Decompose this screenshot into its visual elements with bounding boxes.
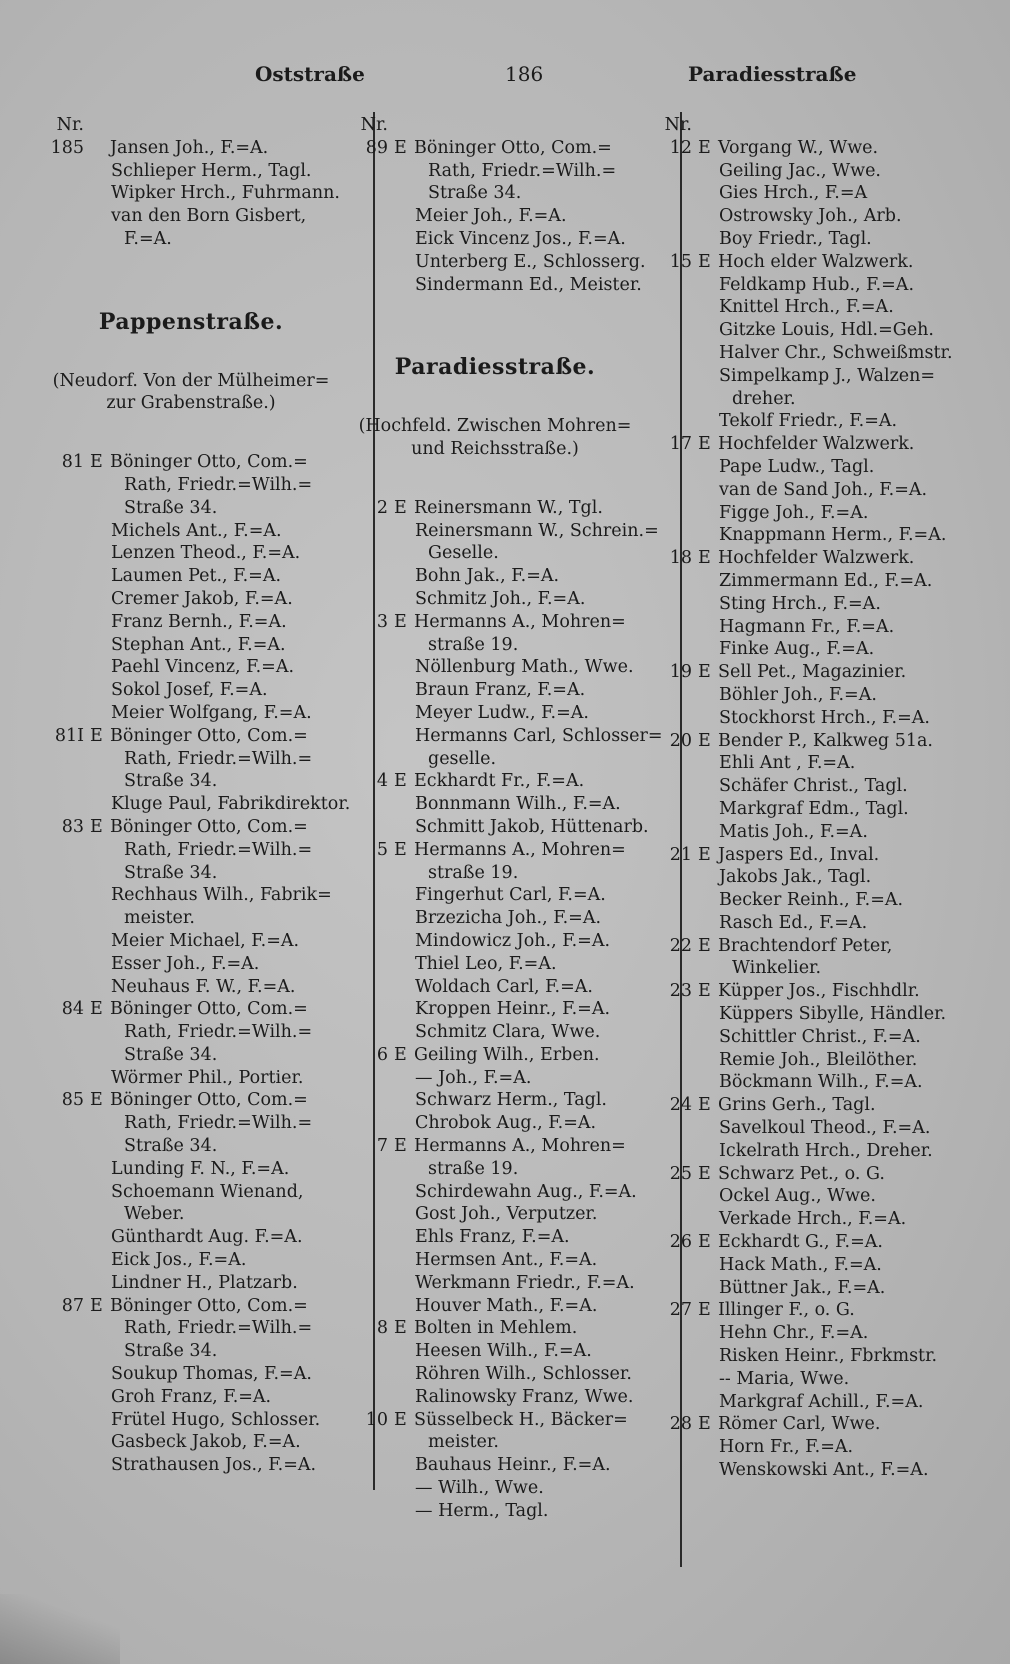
resident-entry: Ickelrath Hrch., Dreher. bbox=[719, 1140, 933, 1161]
resident-name: Hermanns A., Mohren= bbox=[414, 611, 626, 632]
nr-header: Nr. bbox=[664, 115, 692, 135]
resident-entry: Chrobok Aug., F.=A. bbox=[415, 1113, 597, 1134]
resident-entry: Schittler Christ., F.=A. bbox=[719, 1026, 921, 1047]
house-number: 84 bbox=[61, 999, 84, 1020]
entry-continuation: Rath, Friedr.=Wilh.= bbox=[124, 1113, 313, 1134]
nr-header: Nr. bbox=[56, 115, 84, 135]
resident-name: Böninger Otto, Com.= bbox=[110, 725, 308, 746]
resident-name: Böninger Otto, Com.= bbox=[110, 1090, 308, 1111]
resident-entry: Schoemann Wienand, bbox=[111, 1181, 304, 1202]
house-entry bbox=[654, 844, 944, 867]
house-number: 12 bbox=[669, 137, 692, 158]
owner-marker: E bbox=[698, 251, 711, 272]
resident-entry: Markgraf Achill., F.=A. bbox=[719, 1391, 924, 1412]
house-number: 8 bbox=[376, 1318, 388, 1339]
entry-continuation: meister. bbox=[428, 1432, 499, 1453]
owner-marker: E bbox=[394, 771, 407, 792]
resident-entry: Kroppen Heinr., F.=A. bbox=[415, 999, 611, 1020]
resident-entry: Schirdewahn Aug., F.=A. bbox=[415, 1181, 637, 1202]
resident-entry: Rechhaus Wilh., Fabrik= bbox=[111, 885, 332, 906]
resident-entry: Röhren Wilh., Schlosser. bbox=[415, 1364, 632, 1385]
resident-entry: Laumen Pet., F.=A. bbox=[111, 566, 282, 587]
resident-name: Süsselbeck H., Bäcker= bbox=[414, 1409, 628, 1430]
house-entry bbox=[654, 137, 944, 160]
house-number: 185 bbox=[50, 137, 84, 158]
owner-marker: E bbox=[698, 1232, 711, 1253]
resident-name: Hochfelder Walzwerk. bbox=[718, 548, 915, 569]
house-entry bbox=[654, 251, 944, 274]
resident-entry: Sting Hrch., F.=A. bbox=[719, 593, 881, 614]
resident-entry: Schäfer Christ., Tagl. bbox=[719, 776, 908, 797]
entry-continuation: Straße 34. bbox=[428, 183, 522, 204]
resident-entry: Thiel Leo, F.=A. bbox=[415, 953, 557, 974]
resident-entry: Knappmann Herm., F.=A. bbox=[719, 525, 947, 546]
resident-entry: Brzezicha Joh., F.=A. bbox=[415, 908, 602, 929]
house-entry bbox=[654, 730, 944, 753]
resident-entry: Kluge Paul, Fabrikdirektor. bbox=[111, 794, 351, 815]
resident-name: Böninger Otto, Com.= bbox=[110, 1295, 308, 1316]
house-entry bbox=[654, 1299, 944, 1322]
entry-continuation: Rath, Friedr.=Wilh.= bbox=[124, 1022, 313, 1043]
resident-entry: Finke Aug., F.=A. bbox=[719, 639, 875, 660]
resident-entry: Wörmer Phil., Portier. bbox=[111, 1067, 304, 1088]
resident-entry: Rasch Ed., F.=A. bbox=[719, 912, 868, 933]
resident-name: Hoch elder Walzwerk. bbox=[718, 251, 914, 272]
resident-entry: Hermanns Carl, Schlosser= bbox=[415, 725, 663, 746]
resident-entry: Schwarz Herm., Tagl. bbox=[415, 1090, 607, 1111]
resident-entry: Pape Ludw., Tagl. bbox=[719, 456, 875, 477]
entry-continuation: Straße 34. bbox=[124, 1136, 218, 1157]
resident-entry: Figge Joh., F.=A. bbox=[719, 502, 869, 523]
owner-marker: E bbox=[394, 497, 407, 518]
column-3 bbox=[654, 114, 953, 1482]
resident-entry: Bonnmann Wilh., F.=A. bbox=[415, 794, 621, 815]
entry-continuation: F.=A. bbox=[124, 228, 172, 249]
resident-entry: Gitzke Louis, Hdl.=Geh. bbox=[719, 320, 934, 341]
nr-header: Nr. bbox=[360, 115, 388, 135]
resident-name: Hermanns A., Mohren= bbox=[414, 839, 626, 860]
resident-name: Böninger Otto, Com.= bbox=[414, 137, 612, 158]
street-note: zur Grabenstraße.) bbox=[106, 393, 276, 414]
entry-continuation: straße 19. bbox=[428, 1158, 519, 1179]
entry-continuation: Winkelier. bbox=[732, 958, 822, 979]
house-number: 23 bbox=[669, 981, 692, 1002]
resident-name: Hermanns A., Mohren= bbox=[414, 1136, 626, 1157]
resident-name: Römer Carl, Wwe. bbox=[718, 1414, 881, 1435]
column-1 bbox=[46, 114, 351, 1477]
resident-name: Brachtendorf Peter, bbox=[718, 935, 893, 956]
street-note: (Hochfeld. Zwischen Mohren= bbox=[358, 416, 632, 437]
owner-marker: E bbox=[394, 137, 407, 158]
resident-entry: Verkade Hrch., F.=A. bbox=[719, 1209, 907, 1230]
column-2 bbox=[350, 114, 663, 1523]
house-number: 17 bbox=[669, 434, 692, 455]
resident-entry: Stephan Ant., F.=A. bbox=[111, 634, 286, 655]
resident-name: Jansen Joh., F.=A. bbox=[110, 137, 269, 158]
house-entry bbox=[654, 1413, 944, 1436]
house-number: 21 bbox=[669, 844, 692, 865]
resident-entry: Neuhaus F. W., F.=A. bbox=[111, 976, 296, 997]
resident-entry: Geiling Jac., Wwe. bbox=[719, 160, 881, 181]
resident-entry: Zimmermann Ed., F.=A. bbox=[719, 570, 933, 591]
house-entry bbox=[350, 137, 640, 160]
resident-entry: Horn Fr., F.=A. bbox=[719, 1437, 854, 1458]
resident-entry: Meier Joh., F.=A. bbox=[415, 206, 567, 227]
resident-entry: Paehl Vincenz, F.=A. bbox=[111, 657, 295, 678]
resident-entry: Risken Heinr., Fbrkmstr. bbox=[719, 1346, 938, 1367]
resident-entry: Böckmann Wilh., F.=A. bbox=[719, 1072, 923, 1093]
owner-marker: E bbox=[394, 1044, 407, 1065]
house-number: 81 bbox=[61, 452, 84, 473]
resident-entry: Werkmann Friedr., F.=A. bbox=[415, 1272, 635, 1293]
owner-marker: E bbox=[698, 844, 711, 865]
resident-name: Grins Gerh., Tagl. bbox=[718, 1095, 876, 1116]
house-number: 81I bbox=[54, 725, 84, 746]
resident-name: Illinger F., o. G. bbox=[718, 1300, 855, 1321]
owner-marker: E bbox=[698, 730, 711, 751]
resident-name: Böninger Otto, Com.= bbox=[110, 452, 308, 473]
resident-entry: Günthardt Aug. F.=A. bbox=[111, 1227, 303, 1248]
resident-entry: Woldach Carl, F.=A. bbox=[415, 976, 593, 997]
house-number: 27 bbox=[669, 1300, 692, 1321]
resident-entry: Ralinowsky Franz, Wwe. bbox=[415, 1386, 634, 1407]
owner-marker: E bbox=[394, 1318, 407, 1339]
house-entry bbox=[350, 611, 640, 634]
entry-continuation: Rath, Friedr.=Wilh.= bbox=[124, 474, 313, 495]
resident-entry: Heesen Wilh., F.=A. bbox=[415, 1341, 592, 1362]
resident-entry: Gies Hrch., F.=A bbox=[719, 183, 868, 204]
page-shadow bbox=[0, 1594, 120, 1664]
resident-entry: Ehls Franz, F.=A. bbox=[415, 1227, 570, 1248]
entry-continuation: Rath, Friedr.=Wilh.= bbox=[124, 1318, 313, 1339]
resident-name: Bolten in Mehlem. bbox=[414, 1318, 578, 1339]
house-number: 22 bbox=[669, 935, 692, 956]
resident-entry: Schmitt Jakob, Hüttenarb. bbox=[415, 816, 649, 837]
resident-entry: Soukup Thomas, F.=A. bbox=[111, 1364, 312, 1385]
resident-entry: Schlieper Herm., Tagl. bbox=[111, 160, 312, 181]
resident-entry: Meyer Ludw., F.=A. bbox=[415, 702, 589, 723]
entry-continuation: Rath, Friedr.=Wilh.= bbox=[124, 748, 313, 769]
resident-entry: Nöllenburg Math., Wwe. bbox=[415, 657, 634, 678]
entry-continuation: geselle. bbox=[428, 748, 497, 769]
resident-entry: Mindowicz Joh., F.=A. bbox=[415, 930, 611, 951]
resident-name: Schwarz Pet., o. G. bbox=[718, 1163, 885, 1184]
house-number: 7 bbox=[376, 1136, 388, 1157]
house-number: 19 bbox=[669, 662, 692, 683]
resident-entry: — Wilh., Wwe. bbox=[415, 1478, 544, 1499]
resident-entry: Remie Joh., Bleilöther. bbox=[719, 1049, 918, 1070]
resident-entry: Esser Joh., F.=A. bbox=[111, 953, 260, 974]
resident-name: Böninger Otto, Com.= bbox=[110, 816, 308, 837]
house-entry bbox=[654, 433, 944, 456]
resident-name: Geiling Wilh., Erben. bbox=[414, 1044, 600, 1065]
resident-entry: Eick Vincenz Jos., F.=A. bbox=[415, 228, 626, 249]
resident-entry: Wenskowski Ant., F.=A. bbox=[719, 1460, 929, 1481]
house-number: 24 bbox=[669, 1095, 692, 1116]
house-number: 28 bbox=[669, 1414, 692, 1435]
house-number: 6 bbox=[376, 1044, 388, 1065]
resident-entry: Ostrowsky Joh., Arb. bbox=[719, 206, 902, 227]
resident-name: Sell Pet., Magazinier. bbox=[718, 662, 907, 683]
resident-entry: Knittel Hrch., F.=A. bbox=[719, 297, 894, 318]
resident-entry: Stockhorst Hrch., F.=A. bbox=[719, 707, 930, 728]
resident-entry: Hagmann Fr., F.=A. bbox=[719, 616, 895, 637]
entry-continuation: Rath, Friedr.=Wilh.= bbox=[124, 839, 313, 860]
resident-entry: Gasbeck Jakob, F.=A. bbox=[111, 1432, 301, 1453]
house-number: 10 bbox=[365, 1409, 388, 1430]
resident-entry: Boy Friedr., Tagl. bbox=[719, 228, 872, 249]
owner-marker: E bbox=[90, 452, 103, 473]
entry-continuation: Straße 34. bbox=[124, 1341, 218, 1362]
owner-marker: E bbox=[90, 1090, 103, 1111]
resident-entry: Hermsen Ant., F.=A. bbox=[415, 1250, 598, 1271]
owner-marker: E bbox=[394, 839, 407, 860]
house-number: 18 bbox=[669, 548, 692, 569]
resident-entry: Frütel Hugo, Schlosser. bbox=[111, 1409, 321, 1430]
house-entry bbox=[46, 816, 336, 839]
owner-marker: E bbox=[698, 137, 711, 158]
entry-continuation: Straße 34. bbox=[124, 771, 218, 792]
resident-entry: Lenzen Theod., F.=A. bbox=[111, 543, 301, 564]
owner-marker: E bbox=[698, 1163, 711, 1184]
house-entry bbox=[654, 1231, 944, 1254]
resident-entry: — Joh., F.=A. bbox=[415, 1067, 532, 1088]
house-number: 20 bbox=[669, 730, 692, 751]
resident-entry: Büttner Jak., F.=A. bbox=[719, 1277, 886, 1298]
house-number: 83 bbox=[61, 816, 84, 837]
house-number: 89 bbox=[365, 137, 388, 158]
resident-entry: -- Maria, Wwe. bbox=[719, 1368, 850, 1389]
owner-marker: E bbox=[698, 935, 711, 956]
resident-entry: Küppers Sibylle, Händler. bbox=[719, 1004, 947, 1025]
entry-continuation: Geselle. bbox=[428, 543, 499, 564]
house-entry bbox=[350, 1044, 640, 1067]
house-entry bbox=[654, 547, 944, 570]
entry-continuation: dreher. bbox=[732, 388, 796, 409]
house-entry bbox=[350, 770, 640, 793]
resident-name: Eckhardt G., F.=A. bbox=[718, 1232, 883, 1253]
entry-continuation: straße 19. bbox=[428, 634, 519, 655]
house-number: 25 bbox=[669, 1163, 692, 1184]
resident-name: Jaspers Ed., Inval. bbox=[718, 844, 880, 865]
resident-entry: Reinersmann W., Schrein.= bbox=[415, 520, 659, 541]
resident-entry: Schmitz Clara, Wwe. bbox=[415, 1022, 601, 1043]
running-head-right: Paradiesstraße bbox=[688, 62, 857, 86]
resident-entry: Halver Chr., Schweißmstr. bbox=[719, 342, 953, 363]
house-number: 4 bbox=[376, 771, 388, 792]
house-entry bbox=[46, 998, 336, 1021]
house-number: 2 bbox=[376, 497, 388, 518]
resident-name: Vorgang W., Wwe. bbox=[718, 137, 879, 158]
house-entry bbox=[350, 1135, 640, 1158]
house-entry bbox=[654, 661, 944, 684]
resident-entry: Sokol Josef, F.=A. bbox=[111, 680, 268, 701]
house-entry bbox=[350, 1409, 640, 1432]
nr-label bbox=[654, 114, 944, 137]
owner-marker: E bbox=[90, 1295, 103, 1316]
resident-entry: Michels Ant., F.=A. bbox=[111, 520, 282, 541]
resident-entry: van de Sand Joh., F.=A. bbox=[719, 479, 928, 500]
resident-entry: Eick Jos., F.=A. bbox=[111, 1250, 247, 1271]
entry-continuation: Weber. bbox=[124, 1204, 185, 1225]
resident-entry: Lindner H., Platzarb. bbox=[111, 1272, 298, 1293]
house-number: 87 bbox=[61, 1295, 84, 1316]
resident-entry: Ehli Ant , F.=A. bbox=[719, 753, 856, 774]
street-note: und Reichsstraße.) bbox=[411, 438, 579, 459]
house-number: 3 bbox=[376, 611, 388, 632]
house-entry bbox=[46, 137, 336, 160]
entry-continuation: Straße 34. bbox=[124, 497, 218, 518]
resident-entry: Unterberg E., Schlosserg. bbox=[415, 251, 646, 272]
resident-entry: Meier Michael, F.=A. bbox=[111, 930, 300, 951]
resident-entry: Becker Reinh., F.=A. bbox=[719, 890, 904, 911]
street-note: (Neudorf. Von der Mülheimer= bbox=[52, 370, 330, 391]
street-heading: Pappenstraße. bbox=[98, 308, 284, 335]
resident-entry: Markgraf Edm., Tagl. bbox=[719, 798, 909, 819]
resident-entry: Braun Franz, F.=A. bbox=[415, 680, 586, 701]
street-heading: Paradiesstraße. bbox=[394, 354, 596, 381]
house-entry bbox=[350, 1317, 640, 1340]
entry-continuation: meister. bbox=[124, 908, 195, 929]
resident-entry: Bauhaus Heinr., F.=A. bbox=[415, 1455, 611, 1476]
resident-entry: Simpelkamp J., Walzen= bbox=[719, 365, 936, 386]
resident-entry: Hack Math., F.=A. bbox=[719, 1254, 882, 1275]
resident-entry: Ockel Aug., Wwe. bbox=[719, 1186, 876, 1207]
resident-entry: Meier Wolfgang, F.=A. bbox=[111, 702, 312, 723]
resident-entry: Franz Bernh., F.=A. bbox=[111, 611, 287, 632]
owner-marker: E bbox=[698, 1300, 711, 1321]
resident-entry: Sindermann Ed., Meister. bbox=[415, 274, 642, 295]
owner-marker: E bbox=[90, 725, 103, 746]
entry-continuation: straße 19. bbox=[428, 862, 519, 883]
house-number: 15 bbox=[669, 251, 692, 272]
owner-marker: E bbox=[698, 548, 711, 569]
house-entry bbox=[350, 839, 640, 862]
resident-entry: Schmitz Joh., F.=A. bbox=[415, 588, 586, 609]
house-number: 26 bbox=[669, 1232, 692, 1253]
nr-label bbox=[46, 114, 336, 137]
resident-entry: Houver Math., F.=A. bbox=[415, 1295, 598, 1316]
resident-entry: Bohn Jak., F.=A. bbox=[415, 566, 560, 587]
owner-marker: E bbox=[698, 1095, 711, 1116]
house-entry bbox=[654, 1163, 944, 1186]
owner-marker: E bbox=[698, 662, 711, 683]
owner-marker: E bbox=[394, 1409, 407, 1430]
resident-entry: Hehn Chr., F.=A. bbox=[719, 1323, 869, 1344]
house-entry bbox=[654, 980, 944, 1003]
resident-entry: Gost Joh., Verputzer. bbox=[415, 1204, 598, 1225]
resident-entry: Savelkoul Theod., F.=A. bbox=[719, 1118, 931, 1139]
resident-entry: Groh Franz, F.=A. bbox=[111, 1386, 272, 1407]
resident-entry: Böhler Joh., F.=A. bbox=[719, 684, 877, 705]
resident-entry: Cremer Jakob, F.=A. bbox=[111, 588, 293, 609]
entry-continuation: Straße 34. bbox=[124, 862, 218, 883]
resident-entry: Jakobs Jak., Tagl. bbox=[719, 867, 872, 888]
resident-entry: Strathausen Jos., F.=A. bbox=[111, 1455, 317, 1476]
resident-name: Reinersmann W., Tgl. bbox=[414, 497, 603, 518]
resident-name: Hochfelder Walzwerk. bbox=[718, 434, 915, 455]
resident-entry: Fingerhut Carl, F.=A. bbox=[415, 885, 606, 906]
resident-entry: Feldkamp Hub., F.=A. bbox=[719, 274, 915, 295]
resident-name: Böninger Otto, Com.= bbox=[110, 999, 308, 1020]
resident-entry: Wipker Hrch., Fuhrmann. bbox=[111, 183, 340, 204]
house-number: 5 bbox=[376, 839, 388, 860]
resident-entry: Matis Joh., F.=A. bbox=[719, 821, 868, 842]
house-entry bbox=[654, 1094, 944, 1117]
owner-marker: E bbox=[698, 434, 711, 455]
house-number: 85 bbox=[61, 1090, 84, 1111]
owner-marker: E bbox=[394, 611, 407, 632]
owner-marker: E bbox=[698, 1414, 711, 1435]
house-entry bbox=[46, 1089, 336, 1112]
page-number: 186 bbox=[505, 62, 544, 86]
nr-label bbox=[350, 114, 640, 137]
resident-name: Küpper Jos., Fischhdlr. bbox=[718, 981, 920, 1002]
resident-entry: — Herm., Tagl. bbox=[415, 1500, 549, 1521]
owner-marker: E bbox=[90, 999, 103, 1020]
owner-marker: E bbox=[90, 816, 103, 837]
owner-marker: E bbox=[394, 1136, 407, 1157]
entry-continuation: Rath, Friedr.=Wilh.= bbox=[428, 160, 617, 181]
running-head-left: Oststraße bbox=[255, 62, 365, 86]
resident-entry: Tekolf Friedr., F.=A. bbox=[719, 411, 898, 432]
resident-entry: Lunding F. N., F.=A. bbox=[111, 1158, 290, 1179]
resident-name: Eckhardt Fr., F.=A. bbox=[414, 771, 585, 792]
owner-marker: E bbox=[698, 981, 711, 1002]
house-entry bbox=[350, 497, 640, 520]
house-entry bbox=[46, 1295, 336, 1318]
resident-entry: van den Born Gisbert, bbox=[111, 206, 307, 227]
resident-name: Bender P., Kalkweg 51a. bbox=[718, 730, 933, 751]
house-entry bbox=[46, 725, 336, 748]
entry-continuation: Straße 34. bbox=[124, 1044, 218, 1065]
house-entry bbox=[654, 935, 944, 958]
house-entry bbox=[46, 451, 336, 474]
